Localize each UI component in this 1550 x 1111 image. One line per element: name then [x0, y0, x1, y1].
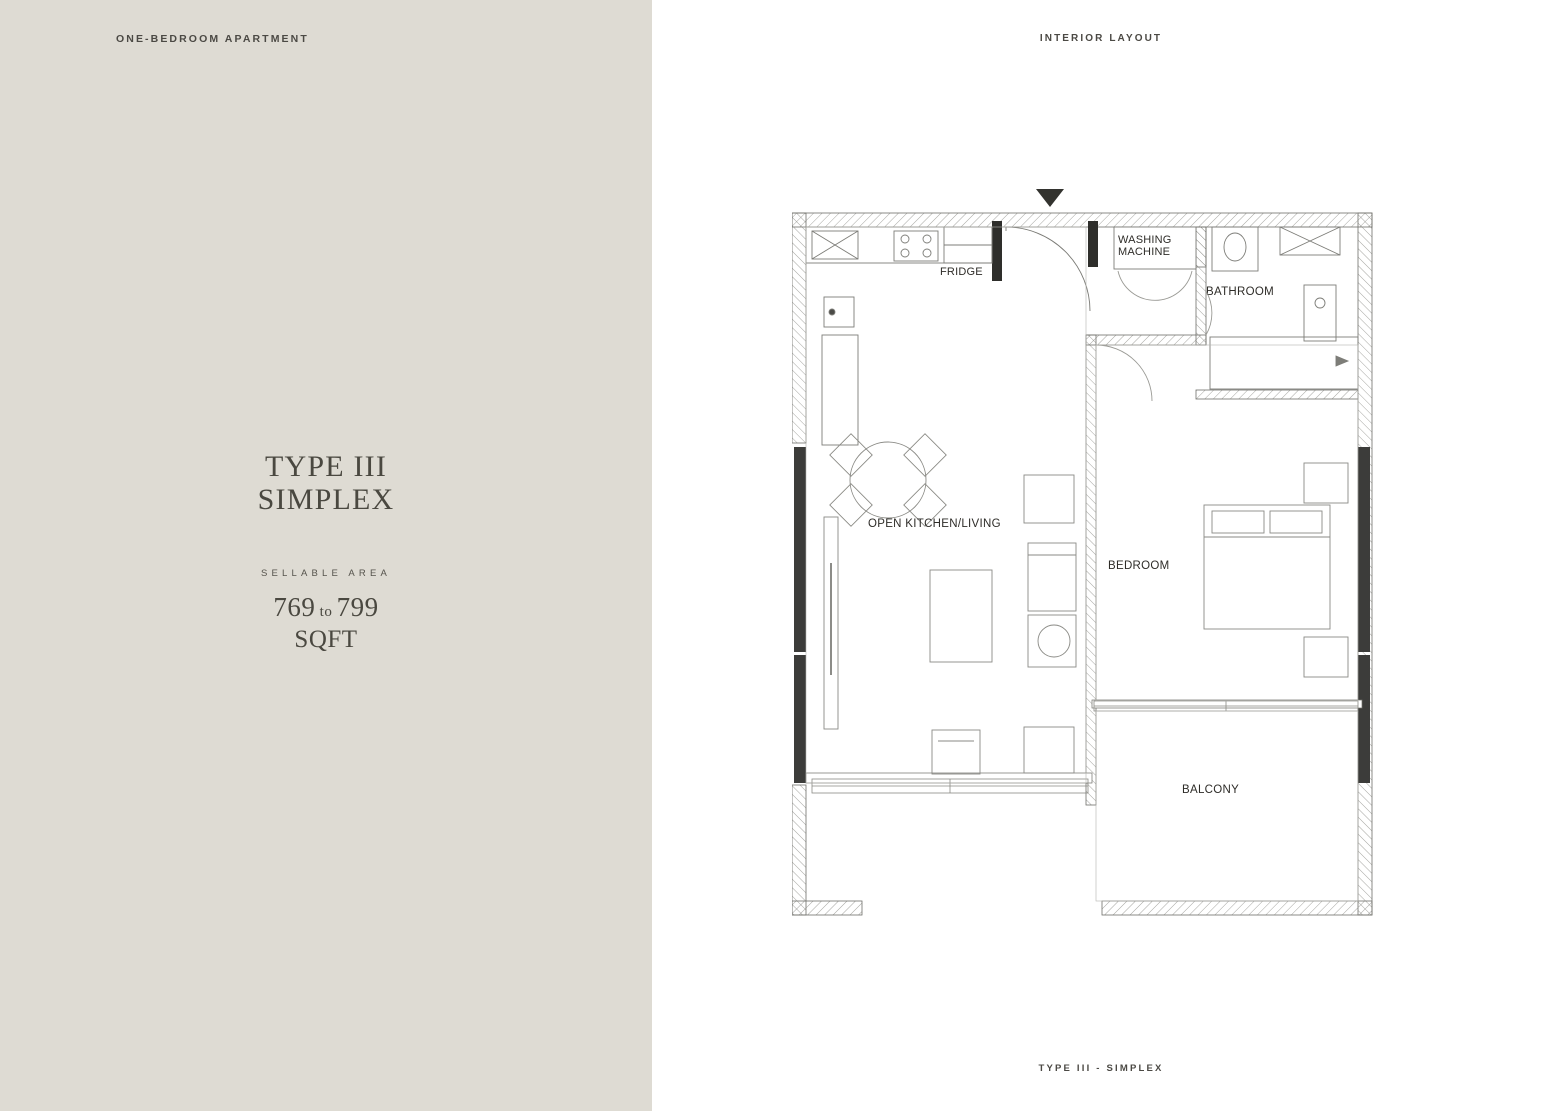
washing-machine-label-line1: WASHING — [1118, 234, 1172, 246]
area-range-join: to — [315, 604, 337, 620]
entrance-arrow-icon — [1036, 189, 1064, 207]
entry-door-frame — [992, 221, 1098, 281]
structural-columns — [794, 447, 1370, 783]
dining-table-and-chairs — [830, 434, 946, 526]
area-from-value: 769 — [273, 592, 316, 622]
exterior-walls — [792, 213, 1372, 915]
type-title-line-2: SIMPLEX — [257, 483, 395, 516]
washing-machine-label-line2: MACHINE — [1118, 246, 1171, 258]
floor-plan-drawing — [792, 175, 1412, 945]
sellable-area-label: SELLABLE AREA — [260, 568, 392, 579]
sellable-area-value — [0, 592, 652, 623]
bathroom-label: BATHROOM — [1206, 286, 1274, 298]
plan-footer-caption: TYPE III - SIMPLEX — [1038, 1063, 1164, 1074]
floor-plan-svg — [792, 175, 1412, 945]
kitchen-counter — [806, 227, 992, 263]
interior-partitions — [806, 227, 1362, 805]
bedroom-furniture — [1204, 463, 1348, 677]
apartment-type-header: ONE-BEDROOM APARTMENT — [116, 33, 309, 45]
entry-door — [1006, 227, 1090, 311]
balcony-label: BALCONY — [1182, 784, 1240, 796]
left-info-panel — [0, 0, 652, 1111]
fridge-label: FRIDGE — [940, 266, 983, 278]
type-title-block — [0, 450, 652, 516]
bedroom-label: BEDROOM — [1108, 560, 1170, 572]
right-plan-panel — [652, 0, 1550, 1111]
bedroom-door — [1096, 345, 1152, 401]
interior-layout-header: INTERIOR LAYOUT — [1039, 33, 1163, 44]
bathroom-fixtures — [1210, 227, 1358, 389]
area-to-value: 799 — [336, 592, 379, 622]
kitchen-tall-unit — [822, 297, 858, 445]
type-title-line-1: TYPE III — [264, 450, 388, 483]
sellable-area-unit: SQFT — [294, 626, 358, 653]
room-outlines — [806, 227, 1358, 901]
open-kitchen-living-label: OPEN KITCHEN/LIVING — [868, 518, 1001, 530]
